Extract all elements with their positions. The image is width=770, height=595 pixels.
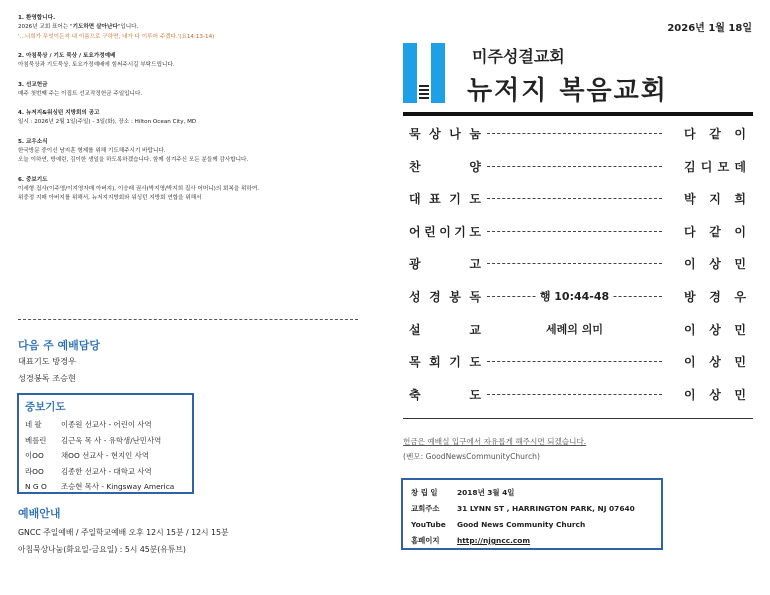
order-row xyxy=(404,248,752,281)
announcement-item xyxy=(18,14,368,42)
announcement-line xyxy=(18,90,368,100)
intercession-row xyxy=(25,433,186,449)
order-bottom-rule xyxy=(403,418,753,419)
intercession-row xyxy=(25,464,186,480)
announcement-title: 3. 선교헌금 xyxy=(18,81,48,88)
line-text: 이세형 집사(이주영/이지영자매 아버지), 이승래 권사(박지영/박지희 집사 어머니)의 회복을 위하여. xyxy=(18,185,260,192)
next-week-line: 대표기도 방경우 xyxy=(18,356,76,366)
announcement-line xyxy=(18,194,368,204)
order-label: 대 표 기 도 xyxy=(409,192,481,207)
intercession-region: N G O xyxy=(25,482,47,491)
order-row xyxy=(404,314,752,347)
order-detail-text: 행 10:44-48 xyxy=(536,290,613,303)
line-text: 아침묵상과 기도묵상, 토요가정예배에 힘써주시길 부탁드립니다. xyxy=(18,62,175,68)
bulletin-date: 2026년 1월 18일 xyxy=(667,23,752,34)
order-person: 김 디 모 데 xyxy=(684,159,746,174)
announcement-title: 5. 교우소식 xyxy=(18,138,48,145)
announcement-item xyxy=(18,52,368,71)
order-person: 이 상 민 xyxy=(684,322,746,337)
announcement-title: 2. 아침묵상 / 기도 묵상 / 토요가정예배 xyxy=(18,53,116,59)
order-row xyxy=(404,281,752,314)
order-of-worship xyxy=(404,118,752,411)
order-person: 다 같 이 xyxy=(684,127,746,141)
next-week-line: 성경봉독 조승현 xyxy=(18,373,76,383)
order-row xyxy=(404,379,752,412)
order-dash-line xyxy=(487,361,662,362)
order-row xyxy=(404,118,752,151)
intercession-row xyxy=(25,479,186,495)
info-value: Good News Community Church xyxy=(457,520,586,529)
order-detail xyxy=(487,288,662,304)
offering-note: 헌금은 예배실 입구에서 자유롭게 해주시면 되겠습니다. xyxy=(403,437,587,446)
line-text: 일시 : 2026년 2월 1일(주일) - 3일(화), 장소 : Hilton Ocean City, MD xyxy=(18,119,197,125)
line-text: 오늘 이하연, 방예린, 김이한 생일을 하도록하겠습니다. 함께 섬겨주신 모든 분들께 감사합니다. xyxy=(18,157,249,163)
order-dash-line xyxy=(487,394,662,395)
info-value: 31 LYNN ST , HARRINGTON PARK, NJ 07640 xyxy=(457,504,635,513)
church-info-box xyxy=(401,478,663,550)
info-label: 홈페이지 xyxy=(411,536,440,545)
info-row xyxy=(411,517,653,533)
order-row xyxy=(404,216,752,249)
worship-info-list xyxy=(18,524,229,558)
intercession-region: 네 팔 xyxy=(25,420,42,429)
announcement-item xyxy=(18,176,368,204)
intercession-detail: 이종원 선교사 - 어린이 사역 xyxy=(61,420,152,429)
order-dash-line xyxy=(487,263,662,264)
info-label: YouTube xyxy=(411,520,446,529)
order-label: 목 회 기 도 xyxy=(409,355,481,370)
announcement-item xyxy=(18,138,368,166)
order-label: 성 경 봉 독 xyxy=(409,289,481,304)
info-label: 교회주소 xyxy=(411,504,440,513)
line-text: 한국방문 중이신 남지훈 형제를 위해 기도해주시기 바랍니다. xyxy=(18,147,166,154)
next-week-title: 다음 주 예배담당 xyxy=(18,339,101,352)
line-text: '...너희가 무엇이든지 내 이름으로 구하면, 내가 다 이루어 주겠다.'(요14:13-14) xyxy=(18,33,215,40)
line-text: 위중정 지매 아버지를 위해서, 뉴저지지방회와 워싱턴 지방회 연합을 위해서 xyxy=(18,195,202,201)
order-detail-text: 세례의 의미 xyxy=(542,323,607,336)
announcement-title: 1. 환영합니다. xyxy=(18,15,56,21)
order-person: 방 경 우 xyxy=(684,289,746,304)
worship-info-line: 아침묵상나눔(화요일-금요일) : 5시 45분(유튜브) xyxy=(18,545,186,554)
intercession-row xyxy=(25,448,186,464)
homepage-link[interactable]: http://njgncc.com xyxy=(457,536,531,545)
offering-memo: (벤모: GoodNewsCommunityChurch) xyxy=(403,452,540,461)
announcement-item xyxy=(18,81,368,100)
order-row xyxy=(404,183,752,216)
announcement-line xyxy=(18,156,368,166)
order-row xyxy=(404,346,752,379)
order-row xyxy=(404,151,752,184)
church-logo-icon xyxy=(403,43,463,105)
order-person: 이 상 민 xyxy=(684,387,746,402)
church-name: 뉴저지 복음교회 xyxy=(467,76,668,106)
announcement-title: 4. 뉴저지&워싱턴 지방회의 공고 xyxy=(18,110,100,116)
order-dash-line xyxy=(487,166,662,167)
order-person: 박 지 희 xyxy=(684,192,746,207)
order-label: 찬 양 xyxy=(409,159,481,174)
info-label: 창 립 일 xyxy=(411,488,438,497)
announcement-line xyxy=(18,118,368,128)
info-row xyxy=(411,533,653,549)
info-value: 2018년 3월 4일 xyxy=(457,488,515,497)
info-row xyxy=(411,501,653,517)
denomination-name: 미주성결교회 xyxy=(472,47,565,66)
intercession-detail: 김근욱 목 사 - 유학생/난민사역 xyxy=(61,435,162,445)
intercession-region: 이OO xyxy=(25,451,44,460)
announcement-title: 6. 중보기도 xyxy=(18,176,48,183)
announcement-line xyxy=(18,61,368,71)
order-person: 이 상 민 xyxy=(684,355,746,370)
order-dash-line xyxy=(487,133,662,134)
line-text: "입니다. xyxy=(117,24,139,30)
order-label: 설 교 xyxy=(409,322,481,337)
order-dash-line xyxy=(487,198,662,199)
intercession-detail: 채OO 선교사 - 현지인 사역 xyxy=(61,451,149,460)
announcement-line xyxy=(18,33,368,43)
line-text: 2026년 교회 표어는 " xyxy=(18,24,73,30)
order-detail xyxy=(487,321,662,337)
announcements xyxy=(18,14,368,214)
next-week-list xyxy=(18,353,76,387)
order-dash-line xyxy=(487,231,662,232)
intercession-detail: 김종한 선교사 - 대학교 사역 xyxy=(61,466,152,476)
announcement-line xyxy=(18,147,368,157)
order-person: 이 상 민 xyxy=(684,257,746,272)
announcement-line xyxy=(18,23,368,33)
intercession-region: 베를린 xyxy=(25,435,47,445)
order-person: 다 같 이 xyxy=(684,224,746,239)
order-label: 묵 상 나 눔 xyxy=(409,127,481,141)
header-rule xyxy=(403,112,753,116)
highlight-text: 기도하면 살아난다 xyxy=(72,24,118,30)
order-label: 축 도 xyxy=(409,387,481,402)
intercession-detail: 조승현 목사 - Kingsway America xyxy=(61,482,175,491)
order-label: 광 고 xyxy=(409,257,481,272)
intercession-row xyxy=(25,417,186,433)
info-row xyxy=(411,485,653,501)
line-text: 매주 첫번째 주는 이집트 선교작정헌금 주일입니다. xyxy=(18,90,143,97)
intercession-region: 라OO xyxy=(25,466,44,476)
order-label: 어 린 이 기 도 xyxy=(409,224,481,239)
worship-info-title: 예배안내 xyxy=(18,507,61,520)
section-divider xyxy=(18,319,358,320)
announcement-line xyxy=(18,185,368,195)
announcement-item xyxy=(18,109,368,128)
intercession-box xyxy=(17,393,194,494)
intercession-title: 중보기도 xyxy=(25,401,66,413)
worship-info-line: GNCC 주일예배 / 주일학교예배 오후 12시 15분 / 12시 15분 xyxy=(18,528,229,537)
intercession-list xyxy=(25,417,186,495)
